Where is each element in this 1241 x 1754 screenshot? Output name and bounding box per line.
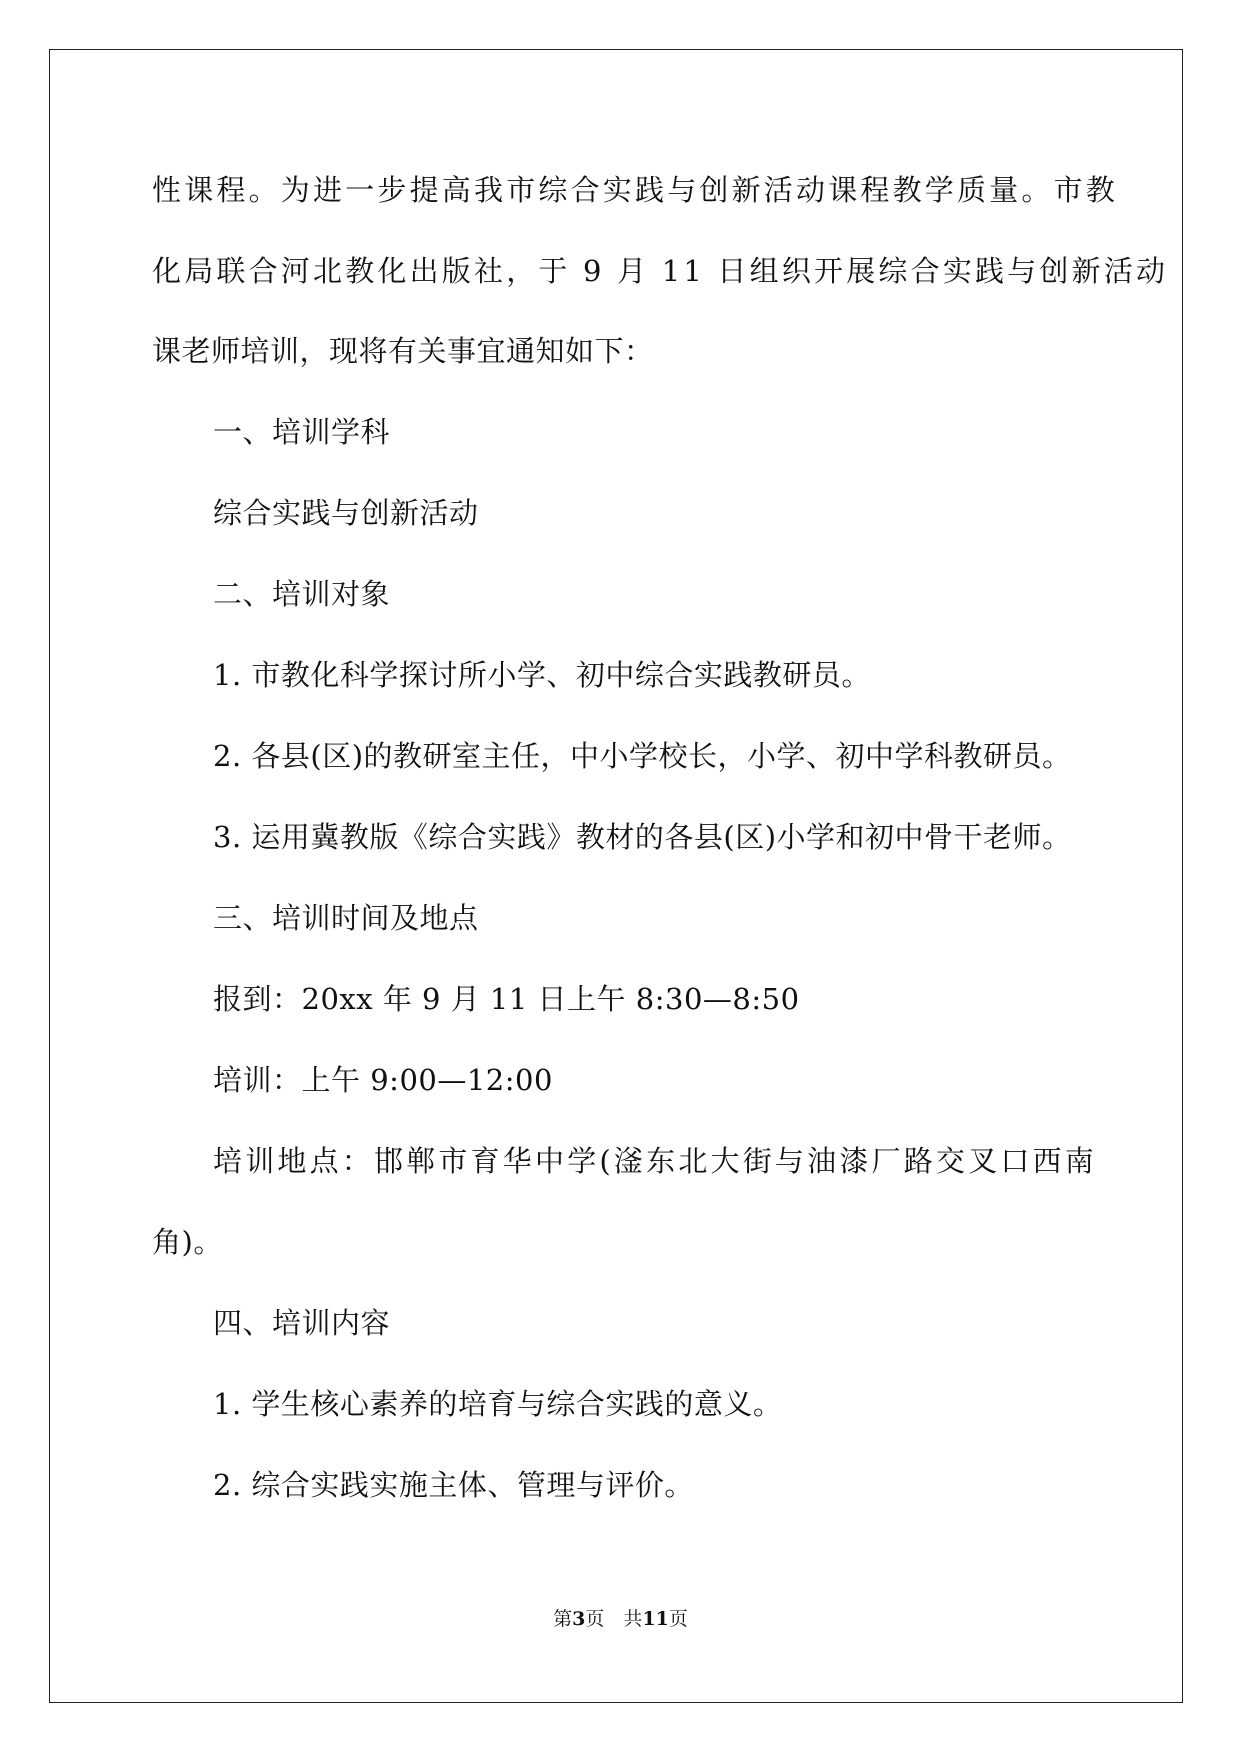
section-heading: 一、培训学科 [213, 415, 391, 449]
paragraph-line: 综合实践与创新活动 [213, 496, 479, 530]
page-total: 11 [642, 1608, 669, 1630]
section-heading: 二、培训对象 [213, 577, 391, 611]
paragraph-line: 化局联合河北教化出版社，于 9 月 11 日组织开展综合实践与创新活动 [152, 254, 1169, 288]
section-heading: 三、培训时间及地点 [213, 901, 479, 935]
page-mid: 页 共 [585, 1608, 643, 1630]
list-item: 1. 学生核心素养的培育与综合实践的意义。 [213, 1387, 783, 1421]
paragraph-line: 培训地点：邯郸市育华中学(滏东北大街与油漆厂路交叉口西南 [213, 1144, 1097, 1178]
list-item: 2. 各县(区)的教研室主任，中小学校长，小学、初中学科教研员。 [213, 739, 1072, 773]
section-heading: 四、培训内容 [213, 1306, 391, 1340]
page-number-footer [0, 1607, 1241, 1631]
page-prefix: 第 [553, 1608, 573, 1630]
page-current: 3 [572, 1608, 586, 1630]
page-suffix: 页 [668, 1608, 688, 1630]
list-item: 1. 市教化科学探讨所小学、初中综合实践教研员。 [213, 658, 871, 692]
paragraph-line: 报到：20xx 年 9 月 11 日上午 8:30—8:50 [213, 982, 800, 1016]
list-item: 2. 综合实践实施主体、管理与评价。 [213, 1468, 694, 1502]
paragraph-line: 培训：上午 9:00—12:00 [213, 1063, 553, 1097]
list-item: 3. 运用冀教版《综合实践》教材的各县(区)小学和初中骨干老师。 [213, 820, 1072, 854]
paragraph-line: 性课程。为进一步提高我市综合实践与创新活动课程教学质量。市教 [152, 173, 1119, 207]
paragraph-line: 角)。 [152, 1225, 223, 1259]
paragraph-line: 课老师培训，现将有关事宜通知如下： [152, 334, 654, 368]
page-border [49, 49, 1183, 1703]
